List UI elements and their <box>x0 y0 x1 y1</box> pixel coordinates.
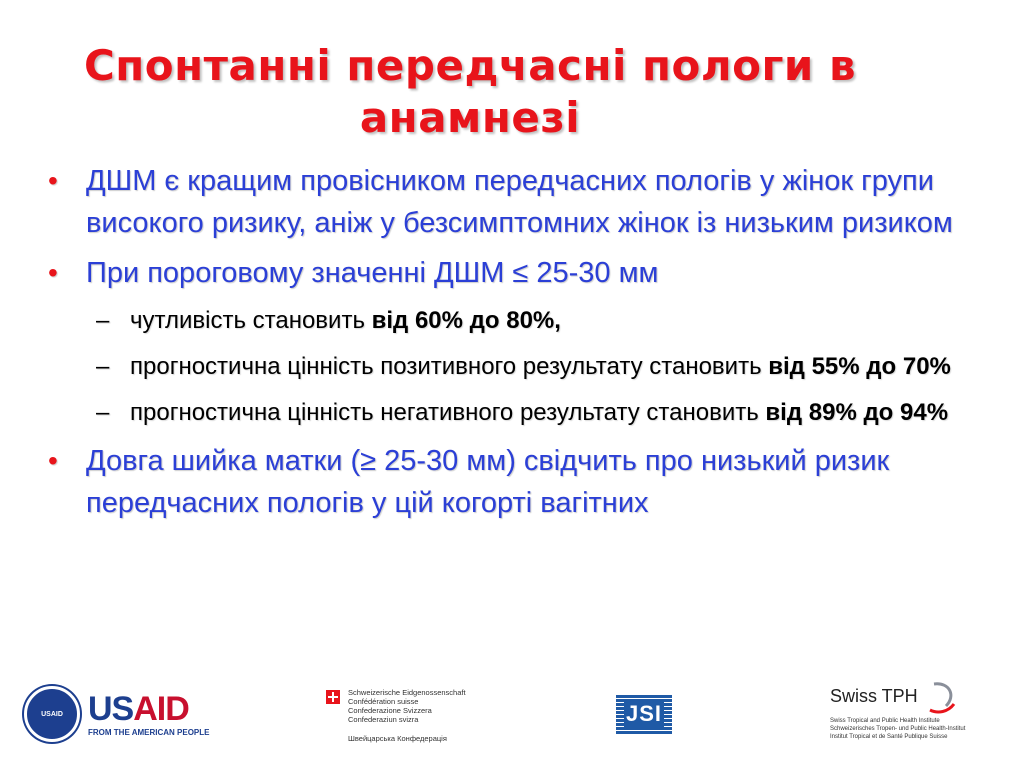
sub-bullet-2-bold: від 55% до 70% <box>768 353 951 380</box>
bullet-1-text: ДШМ є кращим провісником передчасних пологів у жінок групи високого ризику, аніж у безсимптомних жінок із низьким ризиком <box>86 165 953 239</box>
jsi-logo: JSI <box>616 694 672 734</box>
sub-bullet-2 <box>46 348 976 386</box>
bullet-2-text: При пороговому значенні ДШМ ≤ 25-30 мм <box>86 257 659 289</box>
usaid-seal-icon: USAID <box>24 686 80 742</box>
slide-title-line-1: Спонтанні передчасні пологи в <box>83 41 857 90</box>
bullet-3 <box>46 440 976 524</box>
swiss-flag-icon <box>326 690 340 704</box>
sub-bullet-1-text: чутливість становить <box>130 307 372 334</box>
swiss-tph-name: Swiss TPH <box>830 686 918 706</box>
sub-bullet-marker: – <box>96 307 110 334</box>
usaid-wordmark: USAID <box>88 689 189 728</box>
slide-title <box>20 40 920 144</box>
bullet-marker: • <box>48 445 58 476</box>
sub-bullet-3-bold: від 89% до 94% <box>765 399 949 426</box>
logo-bar <box>0 672 1024 762</box>
swiss-tph-arc-icon <box>928 680 958 716</box>
usaid-logo <box>24 686 209 742</box>
bullet-marker: • <box>48 165 58 196</box>
sub-bullet-1-bold: від 60% до 80%, <box>371 307 561 334</box>
sub-bullet-3 <box>46 394 976 432</box>
swiss-ukrainian-name: Швейцарська Конфедерація <box>348 734 447 743</box>
bullet-marker: • <box>48 257 58 288</box>
sub-bullet-marker: – <box>96 399 110 426</box>
bullet-2 <box>46 252 976 294</box>
swiss-names: Schweizerische Eidgenossenschaft Confédération suisse Confederazione Svizzera Confederaziun svizra <box>348 688 466 724</box>
bullet-3-text: Довга шийка матки (≥ 25-30 мм) свідчить про низький ризик передчасних пологів у цій когорті вагітних <box>86 445 890 519</box>
bullet-1 <box>46 160 976 244</box>
swiss-tph-subtitle: Swiss Tropical and Public Health Institute Schweizerisches Tropen- und Public Health-Institut Institut Tropical et de Santé Publique Suisse <box>830 718 966 740</box>
sub-bullet-marker: – <box>96 353 110 380</box>
sub-bullet-3-text: прогностична цінність негативного результату становить <box>130 399 766 426</box>
swiss-tph-logo <box>830 686 1010 741</box>
slide-title-line-2: анамнезі <box>359 93 581 142</box>
slide-body <box>46 160 976 532</box>
sub-bullet-1 <box>46 302 976 340</box>
sub-bullet-2-text: прогностична цінність позитивного результату становить <box>130 353 769 380</box>
usaid-tagline: FROM THE AMERICAN PEOPLE <box>88 727 210 737</box>
